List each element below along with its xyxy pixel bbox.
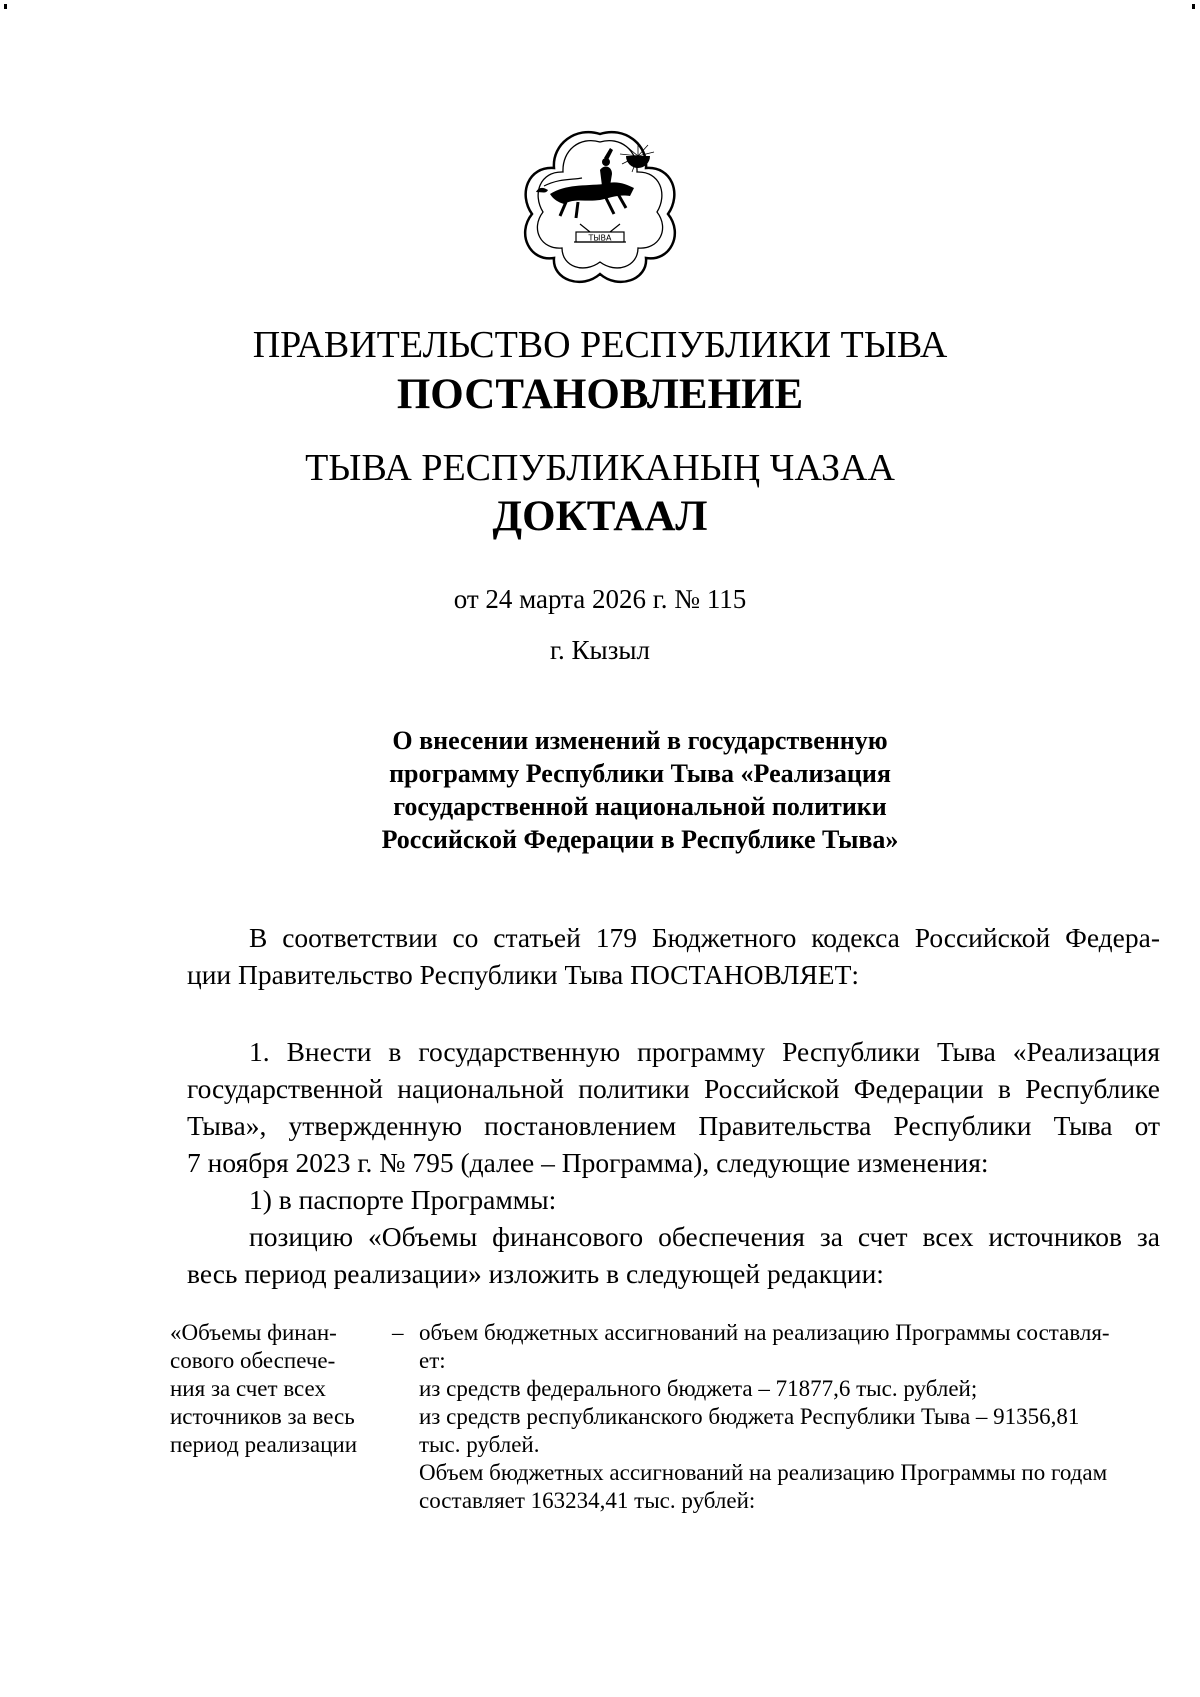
emblem-text: ТЫВА bbox=[588, 233, 612, 243]
table-label-cell bbox=[170, 1319, 365, 1459]
coat-of-arms-emblem bbox=[520, 128, 680, 286]
body-line: государственной национальной политики Российской Федерации в Республике bbox=[187, 1073, 1160, 1104]
body-line: 7 ноября 2023 г. № 795 (далее – Программа), следующие изменения: bbox=[187, 1147, 989, 1178]
body-line: Тыва», утвержденную постановлением Правительства Республики Тыва от bbox=[187, 1110, 1160, 1141]
heading-line: государственной национальной политики bbox=[393, 792, 887, 821]
table-dash: – bbox=[392, 1320, 404, 1345]
table-label-line: «Объемы финан- bbox=[170, 1320, 337, 1345]
table-value-cell bbox=[419, 1319, 1160, 1515]
scan-speck bbox=[4, 4, 7, 9]
body-line: весь период реализации» изложить в следующей редакции: bbox=[187, 1258, 884, 1289]
table-label-line: источников за весь bbox=[170, 1404, 355, 1429]
heading-line: программу Республики Тыва «Реализация bbox=[389, 759, 891, 788]
body-line: 1. Внести в государственную программу Республики Тыва «Реализация bbox=[249, 1036, 1160, 1067]
table-value-line: из средств республиканского бюджета Республики Тыва – 91356,81 bbox=[419, 1404, 1080, 1429]
table-value-line: Объем бюджетных ассигнований на реализацию Программы по годам bbox=[419, 1460, 1108, 1485]
document-city: г. Кызыл bbox=[550, 635, 650, 665]
body-line: 1) в паспорте Программы: bbox=[249, 1184, 557, 1215]
heading-line: О внесении изменений в государственную bbox=[392, 726, 888, 755]
table-value-line: составляет 163234,41 тыс. рублей: bbox=[419, 1488, 756, 1513]
item-1-paragraph bbox=[187, 1033, 1160, 1292]
table-label-line: период реализации bbox=[170, 1432, 358, 1457]
table-value-line: ет: bbox=[419, 1348, 446, 1373]
document-heading bbox=[330, 724, 950, 856]
government-name-tyv: ТЫВА РЕСПУБЛИКАНЫҢ ЧАЗАА bbox=[305, 447, 895, 489]
body-line: позицию «Объемы финансового обеспечения за счет всех источников за bbox=[249, 1221, 1160, 1252]
body-line: ции Правительство Республики Тыва ПОСТАНОВЛЯЕТ: bbox=[187, 959, 860, 990]
preamble-paragraph bbox=[187, 919, 1160, 993]
table-value-line: объем бюджетных ассигнований на реализацию Программы составля- bbox=[419, 1320, 1110, 1345]
heading-line: Российской Федерации в Республике Тыва» bbox=[381, 825, 899, 854]
document-date-number: от 24 марта 2026 г. № 115 bbox=[453, 584, 747, 614]
document-type-ru: ПОСТАНОВЛЕНИЕ bbox=[396, 371, 804, 418]
table-label-line: ния за счет всех bbox=[170, 1376, 326, 1401]
scan-speck bbox=[1192, 4, 1195, 9]
table-value-line: тыс. рублей. bbox=[419, 1432, 540, 1457]
document-type-tyv: ДОКТААЛ bbox=[492, 493, 708, 540]
body-line: В соответствии со статьей 179 Бюджетного кодекса Российской Федера- bbox=[249, 922, 1160, 953]
table-label-line: сового обеспече- bbox=[170, 1348, 336, 1373]
government-name-ru: ПРАВИТЕЛЬСТВО РЕСПУБЛИКИ ТЫВА bbox=[252, 324, 948, 366]
table-value-line: из средств федерального бюджета – 71877,6 тыс. рублей; bbox=[419, 1376, 978, 1401]
